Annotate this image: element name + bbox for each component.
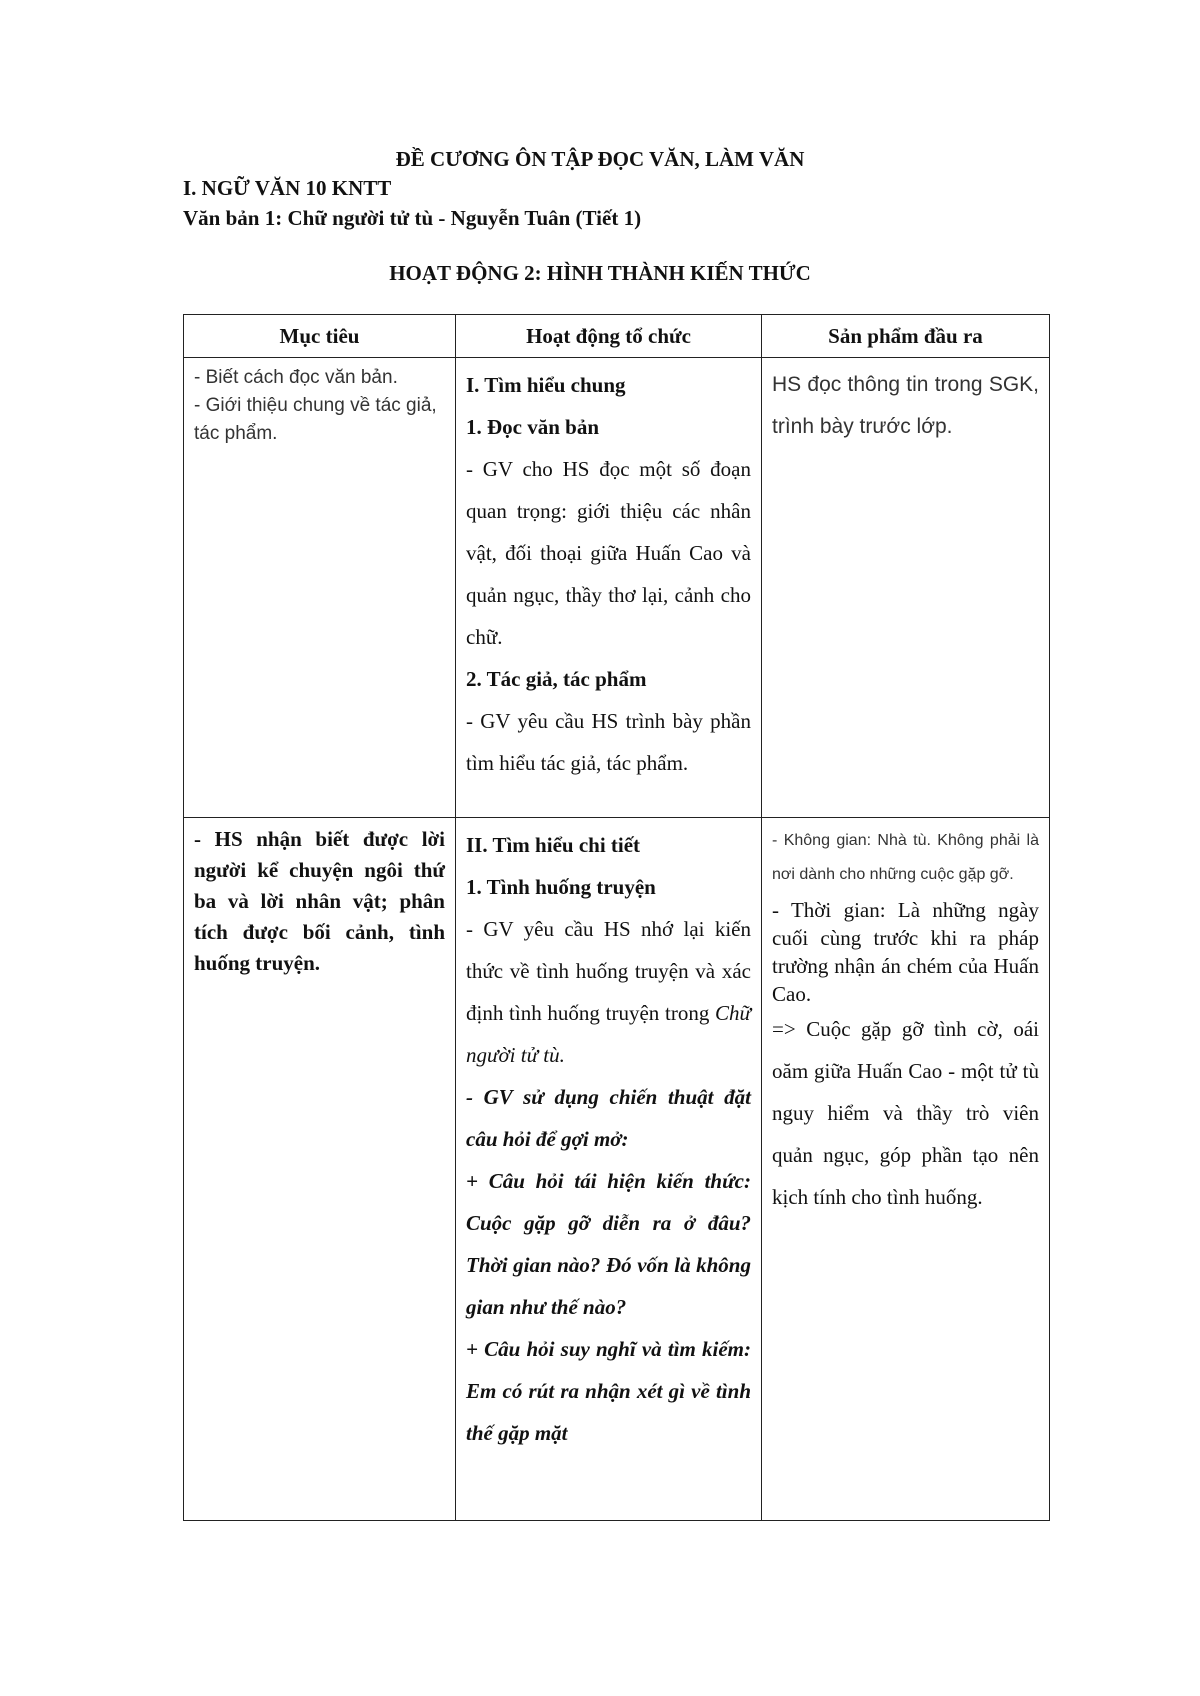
table-row bbox=[184, 358, 1050, 818]
goals-cell bbox=[184, 358, 456, 818]
activity-text: - GV yêu cầu HS trình bày phần tìm hiểu tác giả, tác phẩm. bbox=[466, 709, 751, 775]
activities-cell bbox=[456, 358, 762, 818]
goal-item: - HS nhận biết được lời người kể chuyện ngôi thứ ba và lời nhân vật; phân tích được bối cảnh, tình huống truyện. bbox=[194, 827, 445, 975]
question-item: + Câu hỏi suy nghĩ và tìm kiếm: Em có rút ra nhận xét gì về tình thế gặp mặt bbox=[466, 1337, 751, 1445]
activity-text: - GV cho HS đọc một số đoạn quan trọng: giới thiệu các nhân vật, đối thoại giữa Huấn Cao và quản ngục, thầy thơ lại, cảnh cho chữ. bbox=[466, 457, 751, 649]
activities-cell bbox=[456, 818, 762, 1521]
part-heading: I. NGỮ VĂN 10 KNTT bbox=[183, 176, 392, 200]
text-heading: Văn bản 1: Chữ người tử tù - Nguyễn Tuân (Tiết 1) bbox=[183, 206, 642, 230]
product-conclusion: => Cuộc gặp gỡ tình cờ, oái oăm giữa Huấn Cao - một tử tù nguy hiểm và thầy trò viên quản ngục, góp phần tạo nên kịch tính cho tình huống. bbox=[772, 1017, 1039, 1209]
header-products: Sản phẩm đầu ra bbox=[762, 315, 1050, 358]
activity-text bbox=[466, 908, 751, 1076]
task-text: - GV yêu cầu HS nhớ lại kiến thức về tình huống truyện và xác định tình huống truyện trong bbox=[466, 917, 751, 1025]
activity-heading: HOẠT ĐỘNG 2: HÌNH THÀNH KIẾN THỨC bbox=[389, 261, 811, 285]
lesson-table bbox=[183, 314, 1050, 1521]
product-time: - Thời gian: Là những ngày cuối cùng trước khi ra pháp trường nhận án chém của Huấn Cao. bbox=[772, 898, 1039, 1006]
table-row bbox=[184, 818, 1050, 1521]
header-activities: Hoạt động tổ chức bbox=[456, 315, 762, 358]
product-text: HS đọc thông tin trong SGK, trình bày trước lớp. bbox=[772, 373, 1039, 438]
subsection-heading: 2. Tác giả, tác phẩm bbox=[466, 667, 647, 691]
subsection-heading: 1. Tình huống truyện bbox=[466, 875, 656, 899]
header-goals: Mục tiêu bbox=[184, 315, 456, 358]
goal-item: - Giới thiệu chung về tác giả, tác phẩm. bbox=[194, 395, 437, 444]
product-space: - Không gian: Nhà tù. Không phải là nơi dành cho những cuộc gặp gỡ. bbox=[772, 832, 1039, 883]
page-title: ĐỀ CƯƠNG ÔN TẬP ĐỌC VĂN, LÀM VĂN bbox=[395, 147, 805, 171]
subsection-heading: 1. Đọc văn bản bbox=[466, 415, 600, 439]
products-cell bbox=[762, 818, 1050, 1521]
section-heading: I. Tìm hiểu chung bbox=[466, 373, 626, 397]
goals-cell bbox=[184, 818, 456, 1521]
products-cell bbox=[762, 358, 1050, 818]
table-header-row bbox=[184, 315, 1050, 358]
goal-item: - Biết cách đọc văn bản. bbox=[194, 367, 398, 388]
strategy-text: - GV sử dụng chiến thuật đặt câu hỏi để gợi mở: bbox=[466, 1085, 751, 1151]
question-item: + Câu hỏi tái hiện kiến thức: Cuộc gặp gỡ diễn ra ở đâu? Thời gian nào? Đó vốn là không gian như thế nào? bbox=[466, 1169, 751, 1319]
section-heading: II. Tìm hiểu chi tiết bbox=[466, 833, 641, 857]
work-title: Chữ người tử tù. bbox=[466, 1001, 751, 1067]
